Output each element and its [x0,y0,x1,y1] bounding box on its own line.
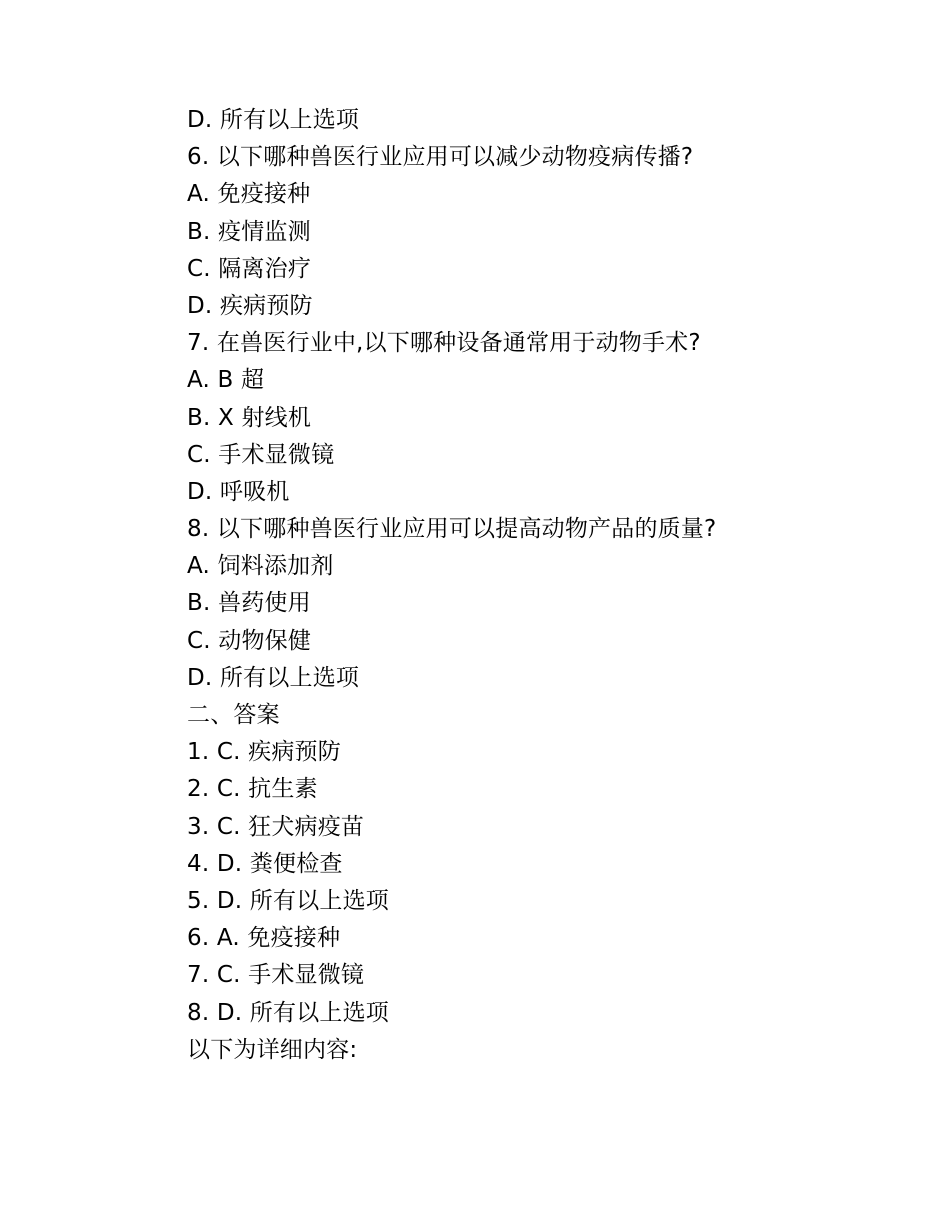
option-line: D. 所有以上选项 [187,664,360,691]
option-line: C. 隔离治疗 [187,255,312,282]
document-content [187,102,887,1069]
closing-line: 以下为详细内容: [187,1036,358,1063]
option-line: C. 动物保健 [187,627,312,654]
answer-line: 2. C. 抗生素 [187,776,318,803]
option-line: A. 饲料添加剂 [187,553,334,580]
option-line: B. X 射线机 [187,404,312,431]
answer-line: 8. D. 所有以上选项 [187,999,389,1026]
question-line: 8. 以下哪种兽医行业应用可以提高动物产品的质量? [187,516,717,543]
answer-line: 4. D. 粪便检查 [187,850,343,877]
answer-line: 6. A. 免疫接种 [187,925,341,952]
option-line: D. 所有以上选项 [187,107,360,133]
answer-line: 1. C. 疾病预防 [187,739,341,766]
option-line: B. 疫情监测 [187,218,311,245]
section-heading: 二、答案 [187,702,280,728]
option-line: A. B 超 [187,367,265,394]
answer-line: 3. C. 狂犬病疫苗 [187,813,365,840]
option-line: B. 兽药使用 [187,590,311,617]
question-line: 7. 在兽医行业中,以下哪种设备通常用于动物手术? [187,330,701,357]
option-line: D. 疾病预防 [187,292,313,319]
option-line: D. 呼吸机 [187,478,290,505]
option-line: A. 免疫接种 [187,181,311,208]
answer-line: 7. C. 手术显微镜 [187,962,365,989]
question-line: 6. 以下哪种兽医行业应用可以减少动物疫病传播? [187,144,694,171]
answer-line: 5. D. 所有以上选项 [187,887,389,914]
option-line: C. 手术显微镜 [187,441,335,468]
